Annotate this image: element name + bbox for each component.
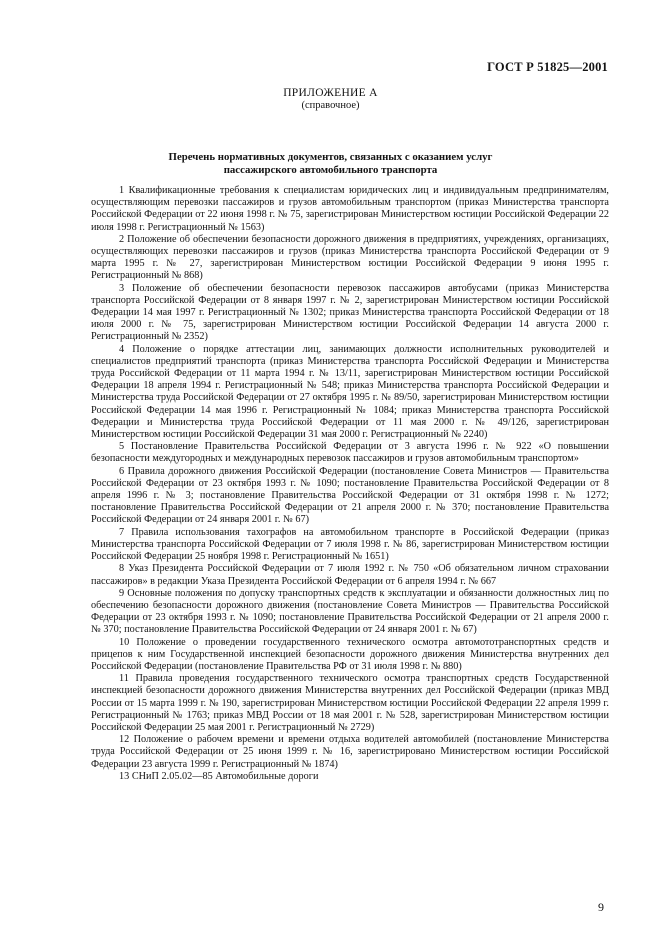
document-title: [60, 151, 601, 176]
list-item: 3 Положение об обеспечении безопасности перевозок пассажиров автобусами (приказ Министерства транспорта Российской Федерации от 8 января 1997 г. № 2, зарегистрирован Министерством юстиции Российской Федерации 14 мая 1997 г. Регистрационный № 1302; приказ Министерства транспорта Российской Федерации от 18 июля 2000 г. № 75, зарегистрирован Министерством юстиции Российской Федерации 14 августа 2000 г. Регистрационный № 2352): [91, 282, 609, 343]
list-item: 10 Положение о проведении государственного технического осмотра автомототранспортных средств и прицепов к ним Государственной инспекцией безопасности дорожного движения Министерства внутренних дел Российской Федерации (постановление Правительства РФ от 31 июля 1998 г. № 880): [91, 636, 609, 672]
list-item: 11 Правила проведения государственного технического осмотра транспортных средств Государственной инспекцией безопасности дорожного движения Министерства внутренних дел Российской Федерации (приказ МВД России от 15 марта 1999 г. № 190, зарегистрирован Министерством юстиции Российской Федерации 22 апреля 1999 г. Регистрационный № 1763; приказ МВД России от 18 мая 2001 г. № 528, зарегистрирован Министерством юстиции Российской Федерации 25 мая 2001 г. Регистрационный № 2729): [91, 673, 609, 733]
list-item: 8 Указ Президента Российской Федерации от 7 июля 1992 г. № 750 «Об обязательном личном страховании пассажиров» в редакции Указа Президента Российской Федерации от 6 апреля 1994 г. № 667: [91, 563, 609, 587]
list-item: 1 Квалификационные требования к специалистам юридических лиц и индивидуальным предпринимателям, осуществляющим перевозки пассажиров и грузов автомобильным транспортом (приказ Министерства транспорта Российской Федерации от 22 июня 1998 г. № 75, зарегистрирован Министерством юстиции Российской Федерации 22 июля 1998 г. Регистрационный № 1563): [91, 185, 609, 233]
list-item: 2 Положение об обеспечении безопасности дорожного движения в предприятиях, учреждениях, организациях, осуществляющих перевозки пассажиров и грузов (приказ Министерства транспорта Российской Федерации от 9 марта 1995 г. № 27, зарегистрирован Министерством юстиции Российской Федерации 9 июня 1995 г. Регистрационный № 868): [91, 233, 609, 282]
list-item: 13 СНиП 2.05.02—85 Автомобильные дороги: [119, 770, 319, 782]
page-number: 9: [598, 900, 604, 914]
appendix-heading: [0, 87, 661, 112]
document-title-line-2: пассажирского автомобильного транспорта: [223, 163, 438, 176]
list-item: 4 Положение о порядке аттестации лиц, занимающих должности исполнительных руководителей и специалистов предприятий транспорта (приказ Министерства транспорта Российской Федерации и Министерства труда Российской Федерации от 11 марта 1994 г. № 13/11, зарегистрирован Министерством юстиции Российской Федерации 18 апреля 1994 г. Регистрационный № 548; приказ Министерства транспорта Российской Федерации и Министерства труда Российской Федерации от 27 октября 1995 г. № 89/50, зарегистрирован Министерством юстиции Российской Федерации 14 мая 1996 г. Регистрационный № 1084; приказ Министерства транспорта Российской Федерации и Министерства труда Российской Федерации от 11 мая 2000 г. № 49/126, зарегистрирован Министерством юстиции Российской Федерации 31 мая 2000 г. Регистрационный № 2240): [91, 343, 609, 441]
list-item: 9 Основные положения по допуску транспортных средств к эксплуатации и обязанности должностных лиц по обеспечению безопасности дорожного движения (постановление Совета Министров — Правительства Российской Федерации от 23 октября 1993 г. № 1090; постановление Правительства Российской Федерации от 21 апреля 2000 г. № 370; постановление Правительства Российской Федерации от 24 января 2001 г. № 67): [91, 587, 609, 636]
list-item: 5 Постановление Правительства Российской Федерации от 3 августа 1996 г. № 922 «О повышении безопасности междугородных и международных перевозок пассажиров и грузов автомобильным транспортом»: [91, 441, 609, 465]
appendix-title: ПРИЛОЖЕНИЕ А: [283, 87, 378, 99]
normative-documents-list: [91, 185, 609, 783]
appendix-note: (справочное): [301, 100, 360, 111]
list-item: 12 Положение о рабочем времени и времени отдыха водителей автомобилей (постановление Министерства труда Российской Федерации от 25 июня 1999 г. № 16, зарегистрировано Министерством юстиции Российской Федерации 23 августа 1999 г. Регистрационный № 1874): [91, 734, 609, 770]
list-item: 7 Правила использования тахографов на автомобильном транспорте в Российской Федерации (приказ Министерства транспорта Российской Федерации от 7 июля 1998 г. № 86, зарегистрирован Министерством юстиции Российской Федерации 25 ноября 1998 г. Регистрационный № 1651): [91, 526, 609, 563]
list-item: 6 Правила дорожного движения Российской Федерации (постановление Совета Министров — Правительства Российской Федерации от 23 октября 1993 г. № 1090; постановление Правительства Российской Федерации от 8 апреля 1996 г. № 3; постановление Правительства Российской Федерации от 31 октября 1998 г. № 1272; постановление Правительства Российской Федерации от 21 апреля 2000 г. № 370; постановление Правительства Российской Федерации от 24 января 2001 г. № 67): [91, 465, 609, 526]
standard-code: ГОСТ Р 51825—2001: [487, 60, 608, 74]
document-title-line-1: Перечень нормативных документов, связанных с оказанием услуг: [168, 151, 493, 163]
